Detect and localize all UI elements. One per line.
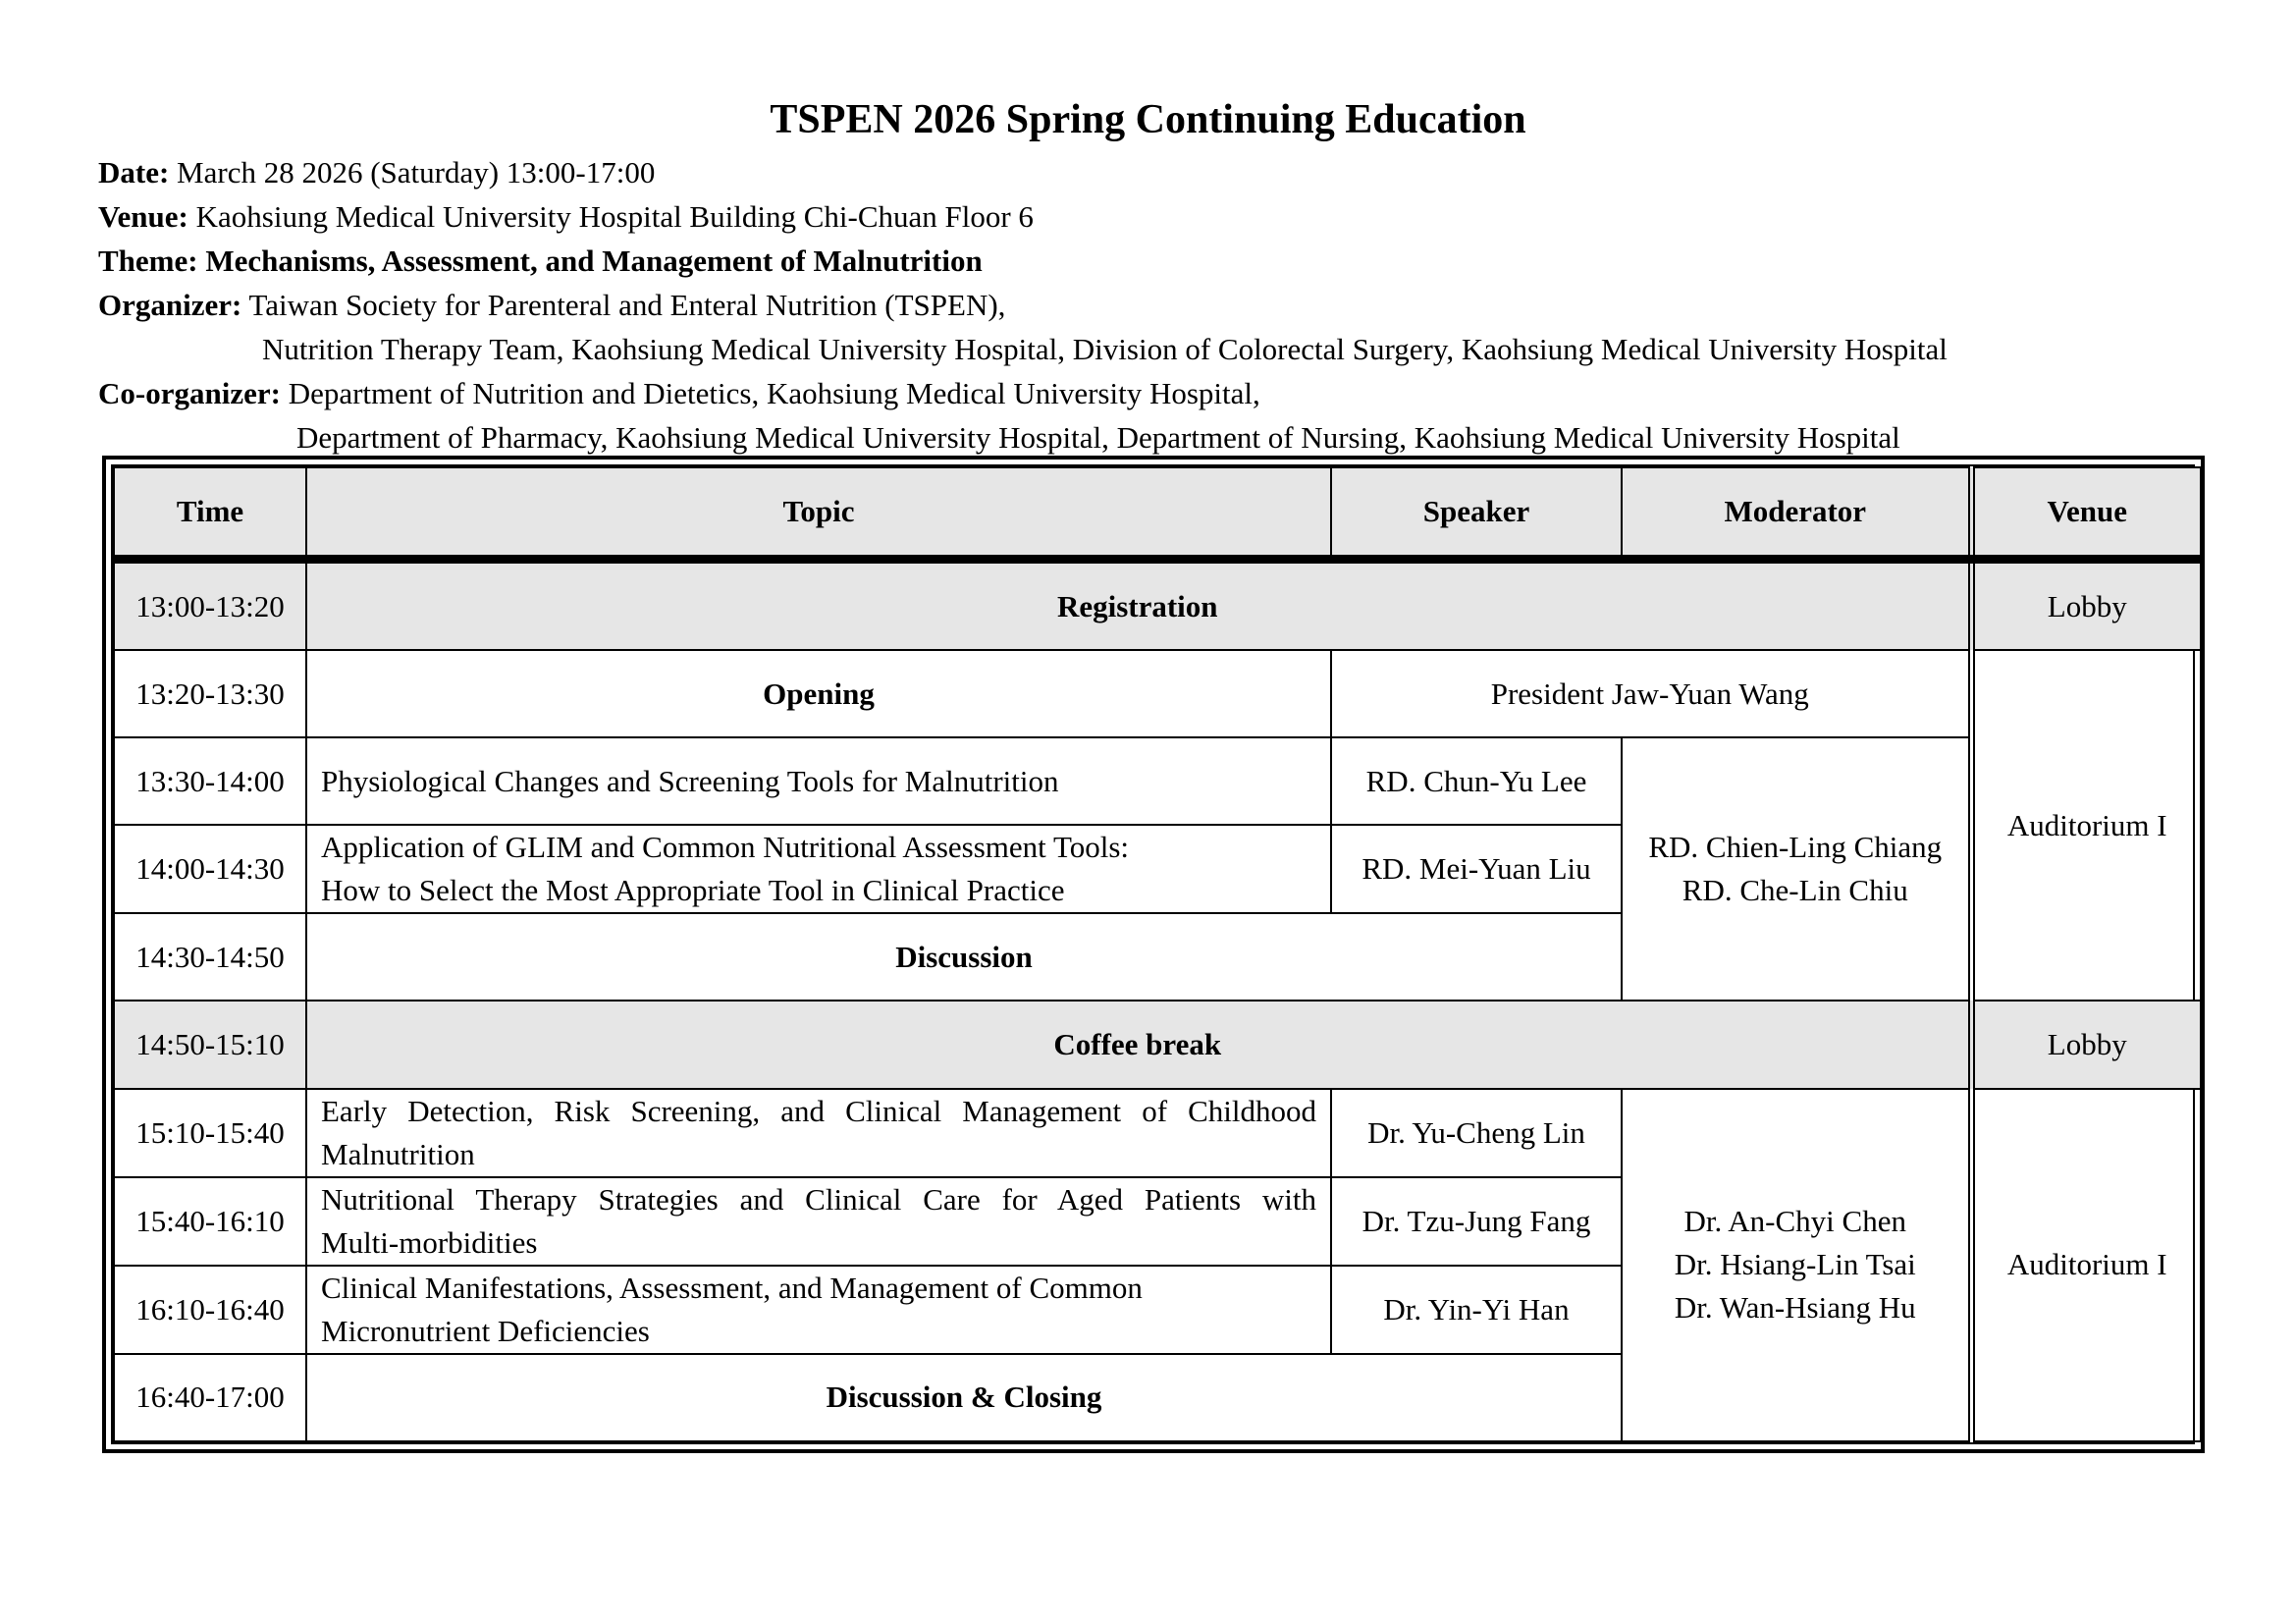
- schedule-table: [113, 466, 2202, 1442]
- header-speaker: Speaker: [1331, 467, 1622, 560]
- moderator-name: Dr. An-Chyi Chen: [1683, 1204, 1906, 1239]
- header-row: [114, 467, 2201, 560]
- topic-line: Malnutrition: [321, 1136, 475, 1171]
- speaker-cell: Dr. Tzu-Jung Fang: [1331, 1177, 1622, 1266]
- moderator-name: Dr. Hsiang-Lin Tsai: [1674, 1247, 1916, 1282]
- theme-value: Mechanisms, Assessment, and Management of Malnutrition: [205, 244, 983, 278]
- moderator-cell: [1622, 737, 1971, 1001]
- header-moderator: Moderator: [1622, 467, 1971, 560]
- coorganizer-label: Co-organizer:: [98, 376, 281, 410]
- topic-cell: Physiological Changes and Screening Tools for Malnutrition: [306, 737, 1331, 825]
- table-row: [114, 737, 2201, 825]
- venue-label: Venue:: [98, 199, 188, 234]
- table-row: [114, 1001, 2201, 1088]
- header-venue: Venue: [1971, 467, 2201, 560]
- topic-line: Clinical Manifestations, Assessment, and Management of Common: [321, 1270, 1143, 1305]
- venue-cell: Auditorium I: [1971, 1089, 2201, 1441]
- date-label: Date:: [98, 155, 170, 189]
- schedule-table-frame: [102, 456, 2205, 1453]
- coorganizer-line: [98, 371, 1260, 415]
- time-cell: 15:10-15:40: [114, 1089, 306, 1177]
- topic-cell: Coffee break: [306, 1001, 1971, 1088]
- table-row: [114, 650, 2201, 737]
- speaker-cell: RD. Mei-Yuan Liu: [1331, 825, 1622, 913]
- organizer-label: Organizer:: [98, 288, 242, 322]
- topic-cell: [306, 1177, 1331, 1266]
- coorganizer-value-1: Department of Nutrition and Dietetics, Kaohsiung Medical University Hospital,: [288, 376, 1260, 410]
- theme-label: Theme:: [98, 244, 198, 278]
- topic-cell: [306, 1089, 1331, 1177]
- header-time: Time: [114, 467, 306, 560]
- topic-cell: Discussion & Closing: [306, 1354, 1622, 1441]
- topic-cell: Opening: [306, 650, 1331, 737]
- organizer-line: [98, 283, 1005, 327]
- theme-line: [98, 239, 983, 283]
- time-cell: 16:10-16:40: [114, 1266, 306, 1354]
- table-row: [114, 1089, 2201, 1177]
- speaker-cell: President Jaw-Yuan Wang: [1331, 650, 1971, 737]
- time-cell: 13:30-14:00: [114, 737, 306, 825]
- date-line: [98, 150, 655, 194]
- header-topic: Topic: [306, 467, 1331, 560]
- venue-value: Kaohsiung Medical University Hospital Building Chi-Chuan Floor 6: [195, 199, 1034, 234]
- time-cell: 13:00-13:20: [114, 560, 306, 651]
- speaker-cell: RD. Chun-Yu Lee: [1331, 737, 1622, 825]
- organizer-value-1: Taiwan Society for Parenteral and Enteral Nutrition (TSPEN),: [248, 288, 1006, 322]
- time-cell: 15:40-16:10: [114, 1177, 306, 1266]
- speaker-cell: Dr. Yin-Yi Han: [1331, 1266, 1622, 1354]
- topic-line: Early Detection, Risk Screening, and Clinical Management of Childhood: [321, 1093, 1316, 1128]
- coorganizer-value-2: Department of Pharmacy, Kaohsiung Medical University Hospital, Department of Nursing, Kaohsiung Medical University Hospital: [296, 420, 1900, 455]
- topic-line: How to Select the Most Appropriate Tool in Clinical Practice: [321, 873, 1065, 908]
- time-cell: 14:00-14:30: [114, 825, 306, 913]
- table-row: [114, 560, 2201, 651]
- topic-cell: [306, 825, 1331, 913]
- moderator-name: RD. Chien-Ling Chiang: [1648, 830, 1943, 865]
- venue-cell: Lobby: [1971, 560, 2201, 651]
- topic-line: Application of GLIM and Common Nutritional Assessment Tools:: [321, 830, 1130, 865]
- venue-line: [98, 194, 1034, 239]
- topic-line: Micronutrient Deficiencies: [321, 1313, 650, 1348]
- moderator-name: RD. Che-Lin Chiu: [1682, 873, 1908, 908]
- venue-cell: Lobby: [1971, 1001, 2201, 1088]
- page-title: TSPEN 2026 Spring Continuing Education: [770, 97, 1526, 142]
- topic-cell: Discussion: [306, 913, 1622, 1001]
- topic-cell: Registration: [306, 560, 1971, 651]
- time-cell: 14:50-15:10: [114, 1001, 306, 1088]
- date-value: March 28 2026 (Saturday) 13:00-17:00: [177, 155, 656, 189]
- speaker-cell: Dr. Yu-Cheng Lin: [1331, 1089, 1622, 1177]
- topic-line: Nutritional Therapy Strategies and Clinical Care for Aged Patients with: [321, 1181, 1316, 1217]
- time-cell: 16:40-17:00: [114, 1354, 306, 1441]
- time-cell: 13:20-13:30: [114, 650, 306, 737]
- organizer-value-2: Nutrition Therapy Team, Kaohsiung Medical University Hospital, Division of Colorectal Surgery, Kaohsiung Medical University Hospital: [262, 332, 1948, 366]
- moderator-name: Dr. Wan-Hsiang Hu: [1674, 1290, 1916, 1326]
- topic-cell: [306, 1266, 1331, 1354]
- moderator-cell: [1622, 1089, 1971, 1441]
- time-cell: 14:30-14:50: [114, 913, 306, 1001]
- topic-line: Multi-morbidities: [321, 1224, 538, 1260]
- venue-cell: Auditorium I: [1971, 650, 2201, 1001]
